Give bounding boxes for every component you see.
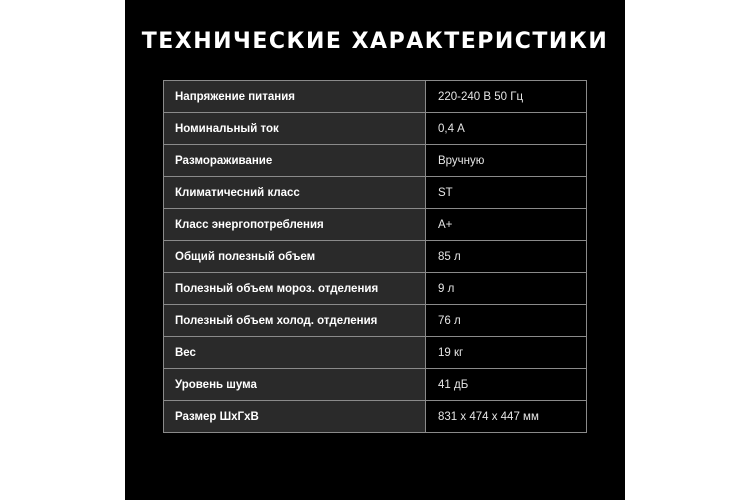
spec-label: Размер ШхГхВ (164, 401, 426, 432)
spec-label: Номинальный ток (164, 113, 426, 144)
spec-table (163, 80, 587, 433)
spec-label: Размораживание (164, 145, 426, 176)
spec-value: Вручную (426, 145, 586, 176)
spec-label: Полезный объем мороз. отделения (164, 273, 426, 304)
spec-label: Уровень шума (164, 369, 426, 400)
spec-value: 220-240 В 50 Гц (426, 81, 586, 112)
spec-panel (125, 0, 625, 500)
spec-label: Общий полезный объем (164, 241, 426, 272)
table-row (163, 209, 587, 241)
spec-value: 85 л (426, 241, 586, 272)
table-row (163, 369, 587, 401)
table-row (163, 145, 587, 177)
table-row (163, 113, 587, 145)
spec-value: 831 х 474 х 447 мм (426, 401, 586, 432)
spec-value: 41 дБ (426, 369, 586, 400)
spec-label: Климатичесний класс (164, 177, 426, 208)
table-row (163, 241, 587, 273)
table-row (163, 401, 587, 433)
table-row (163, 81, 587, 113)
spec-label: Напряжение питания (164, 81, 426, 112)
table-row (163, 177, 587, 209)
spec-value: 0,4 А (426, 113, 586, 144)
page-title: ТЕХНИЧЕСКИЕ ХАРАКТЕРИСТИКИ (141, 29, 609, 54)
spec-value: 76 л (426, 305, 586, 336)
table-row (163, 337, 587, 369)
spec-value: 9 л (426, 273, 586, 304)
spec-label: Полезный объем холод. отделения (164, 305, 426, 336)
table-row (163, 305, 587, 337)
spec-value: A+ (426, 209, 586, 240)
spec-label: Класс энергопотребления (164, 209, 426, 240)
spec-label: Вес (164, 337, 426, 368)
spec-value: ST (426, 177, 586, 208)
spec-value: 19 кг (426, 337, 586, 368)
table-row (163, 273, 587, 305)
